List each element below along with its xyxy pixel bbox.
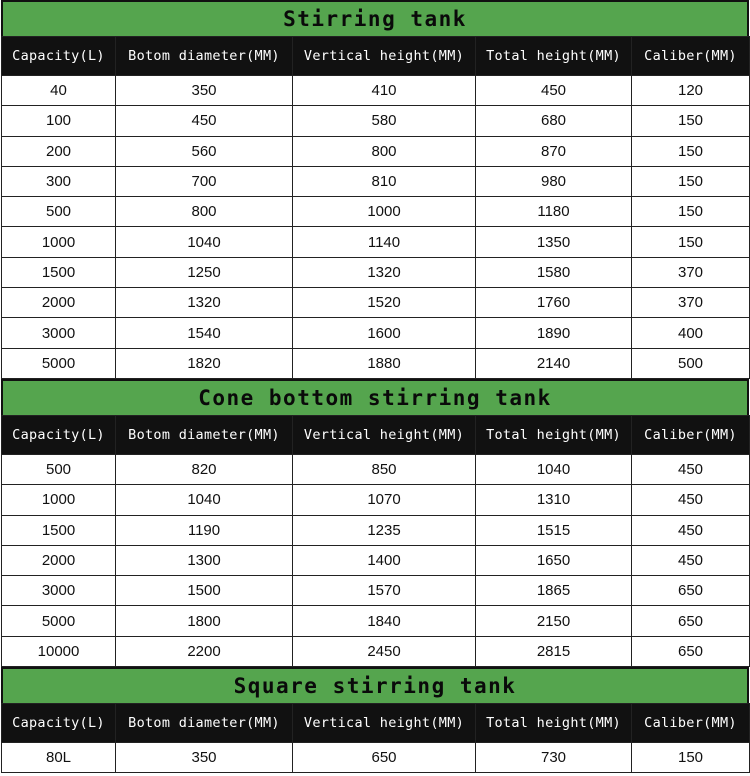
table-cell: 5000 (2, 606, 116, 636)
spec-table (1, 36, 750, 379)
header-row (2, 704, 750, 743)
column-header: Botom diameter(MM) (116, 415, 293, 454)
table-cell: 1500 (2, 515, 116, 545)
table-cell: 370 (632, 288, 750, 318)
table-cell: 450 (632, 485, 750, 515)
table-cell: 1310 (476, 485, 632, 515)
table-cell: 810 (293, 166, 476, 196)
table-cell: 450 (632, 515, 750, 545)
table-row (2, 106, 750, 136)
table-cell: 2150 (476, 606, 632, 636)
column-header: Capacity(L) (2, 415, 116, 454)
table-cell: 450 (476, 76, 632, 106)
column-header: Capacity(L) (2, 704, 116, 743)
table-cell: 1500 (116, 576, 293, 606)
table-cell: 1350 (476, 227, 632, 257)
table-cell: 1515 (476, 515, 632, 545)
table-cell: 1300 (116, 545, 293, 575)
table-cell: 450 (116, 106, 293, 136)
table-row (2, 348, 750, 378)
table-cell: 500 (632, 348, 750, 378)
table-cell: 1000 (293, 197, 476, 227)
table-cell: 2140 (476, 348, 632, 378)
table-cell: 1235 (293, 515, 476, 545)
table-cell: 1840 (293, 606, 476, 636)
table-row (2, 743, 750, 773)
table-cell: 1880 (293, 348, 476, 378)
table-cell: 730 (476, 743, 632, 773)
table-cell: 350 (116, 743, 293, 773)
table-cell: 1865 (476, 576, 632, 606)
table-row (2, 636, 750, 666)
table-cell: 1760 (476, 288, 632, 318)
table-row (2, 318, 750, 348)
table-cell: 1320 (116, 288, 293, 318)
table-cell: 10000 (2, 636, 116, 666)
table-cell: 1140 (293, 227, 476, 257)
table-cell: 150 (632, 166, 750, 196)
table-section (1, 667, 749, 773)
table-cell: 850 (293, 454, 476, 484)
table-cell: 1820 (116, 348, 293, 378)
table-cell: 370 (632, 257, 750, 287)
spec-sheet (1, 0, 749, 773)
table-cell: 1500 (2, 257, 116, 287)
table-cell: 1800 (116, 606, 293, 636)
table-cell: 40 (2, 76, 116, 106)
header-row (2, 37, 750, 76)
table-row (2, 227, 750, 257)
table-cell: 3000 (2, 576, 116, 606)
table-cell: 80L (2, 743, 116, 773)
table-cell: 150 (632, 743, 750, 773)
section-title: Cone bottom stirring tank (1, 379, 749, 415)
table-row (2, 257, 750, 287)
table-row (2, 454, 750, 484)
table-cell: 1070 (293, 485, 476, 515)
column-header: Vertical height(MM) (293, 415, 476, 454)
table-row (2, 288, 750, 318)
table-cell: 1540 (116, 318, 293, 348)
table-cell: 410 (293, 76, 476, 106)
column-header: Botom diameter(MM) (116, 704, 293, 743)
column-header: Total height(MM) (476, 415, 632, 454)
table-cell: 150 (632, 197, 750, 227)
spec-table (1, 703, 750, 773)
table-cell: 980 (476, 166, 632, 196)
table-row (2, 576, 750, 606)
table-cell: 1040 (116, 485, 293, 515)
table-cell: 580 (293, 106, 476, 136)
column-header: Total height(MM) (476, 704, 632, 743)
table-cell: 1320 (293, 257, 476, 287)
table-cell: 2815 (476, 636, 632, 666)
table-row (2, 136, 750, 166)
table-cell: 820 (116, 454, 293, 484)
column-header: Caliber(MM) (632, 37, 750, 76)
table-cell: 500 (2, 197, 116, 227)
table-cell: 1400 (293, 545, 476, 575)
table-cell: 300 (2, 166, 116, 196)
table-cell: 150 (632, 227, 750, 257)
table-cell: 1040 (476, 454, 632, 484)
table-cell: 650 (632, 576, 750, 606)
table-cell: 870 (476, 136, 632, 166)
table-row (2, 545, 750, 575)
column-header: Vertical height(MM) (293, 704, 476, 743)
column-header: Caliber(MM) (632, 415, 750, 454)
table-cell: 2000 (2, 288, 116, 318)
table-row (2, 76, 750, 106)
table-cell: 450 (632, 454, 750, 484)
table-cell: 1000 (2, 227, 116, 257)
table-cell: 120 (632, 76, 750, 106)
table-cell: 650 (632, 636, 750, 666)
table-cell: 150 (632, 106, 750, 136)
table-cell: 500 (2, 454, 116, 484)
table-cell: 100 (2, 106, 116, 136)
table-cell: 800 (293, 136, 476, 166)
table-cell: 680 (476, 106, 632, 136)
table-section (1, 379, 749, 667)
table-cell: 400 (632, 318, 750, 348)
table-row (2, 197, 750, 227)
table-cell: 650 (632, 606, 750, 636)
table-cell: 1890 (476, 318, 632, 348)
table-row (2, 166, 750, 196)
table-cell: 150 (632, 136, 750, 166)
table-cell: 1520 (293, 288, 476, 318)
table-cell: 1600 (293, 318, 476, 348)
table-cell: 200 (2, 136, 116, 166)
column-header: Total height(MM) (476, 37, 632, 76)
table-cell: 2450 (293, 636, 476, 666)
table-cell: 2200 (116, 636, 293, 666)
table-cell: 560 (116, 136, 293, 166)
table-section (1, 0, 749, 379)
table-cell: 1580 (476, 257, 632, 287)
table-cell: 2000 (2, 545, 116, 575)
section-title: Stirring tank (1, 0, 749, 36)
header-row (2, 415, 750, 454)
table-row (2, 515, 750, 545)
section-title: Square stirring tank (1, 667, 749, 703)
column-header: Botom diameter(MM) (116, 37, 293, 76)
table-cell: 1180 (476, 197, 632, 227)
table-cell: 5000 (2, 348, 116, 378)
table-cell: 1250 (116, 257, 293, 287)
column-header: Capacity(L) (2, 37, 116, 76)
table-row (2, 485, 750, 515)
table-cell: 650 (293, 743, 476, 773)
table-row (2, 606, 750, 636)
table-cell: 700 (116, 166, 293, 196)
column-header: Vertical height(MM) (293, 37, 476, 76)
table-cell: 1190 (116, 515, 293, 545)
table-cell: 800 (116, 197, 293, 227)
table-cell: 1000 (2, 485, 116, 515)
table-cell: 450 (632, 545, 750, 575)
table-cell: 1650 (476, 545, 632, 575)
spec-table (1, 415, 750, 667)
column-header: Caliber(MM) (632, 704, 750, 743)
table-cell: 350 (116, 76, 293, 106)
table-cell: 1040 (116, 227, 293, 257)
table-cell: 3000 (2, 318, 116, 348)
table-cell: 1570 (293, 576, 476, 606)
